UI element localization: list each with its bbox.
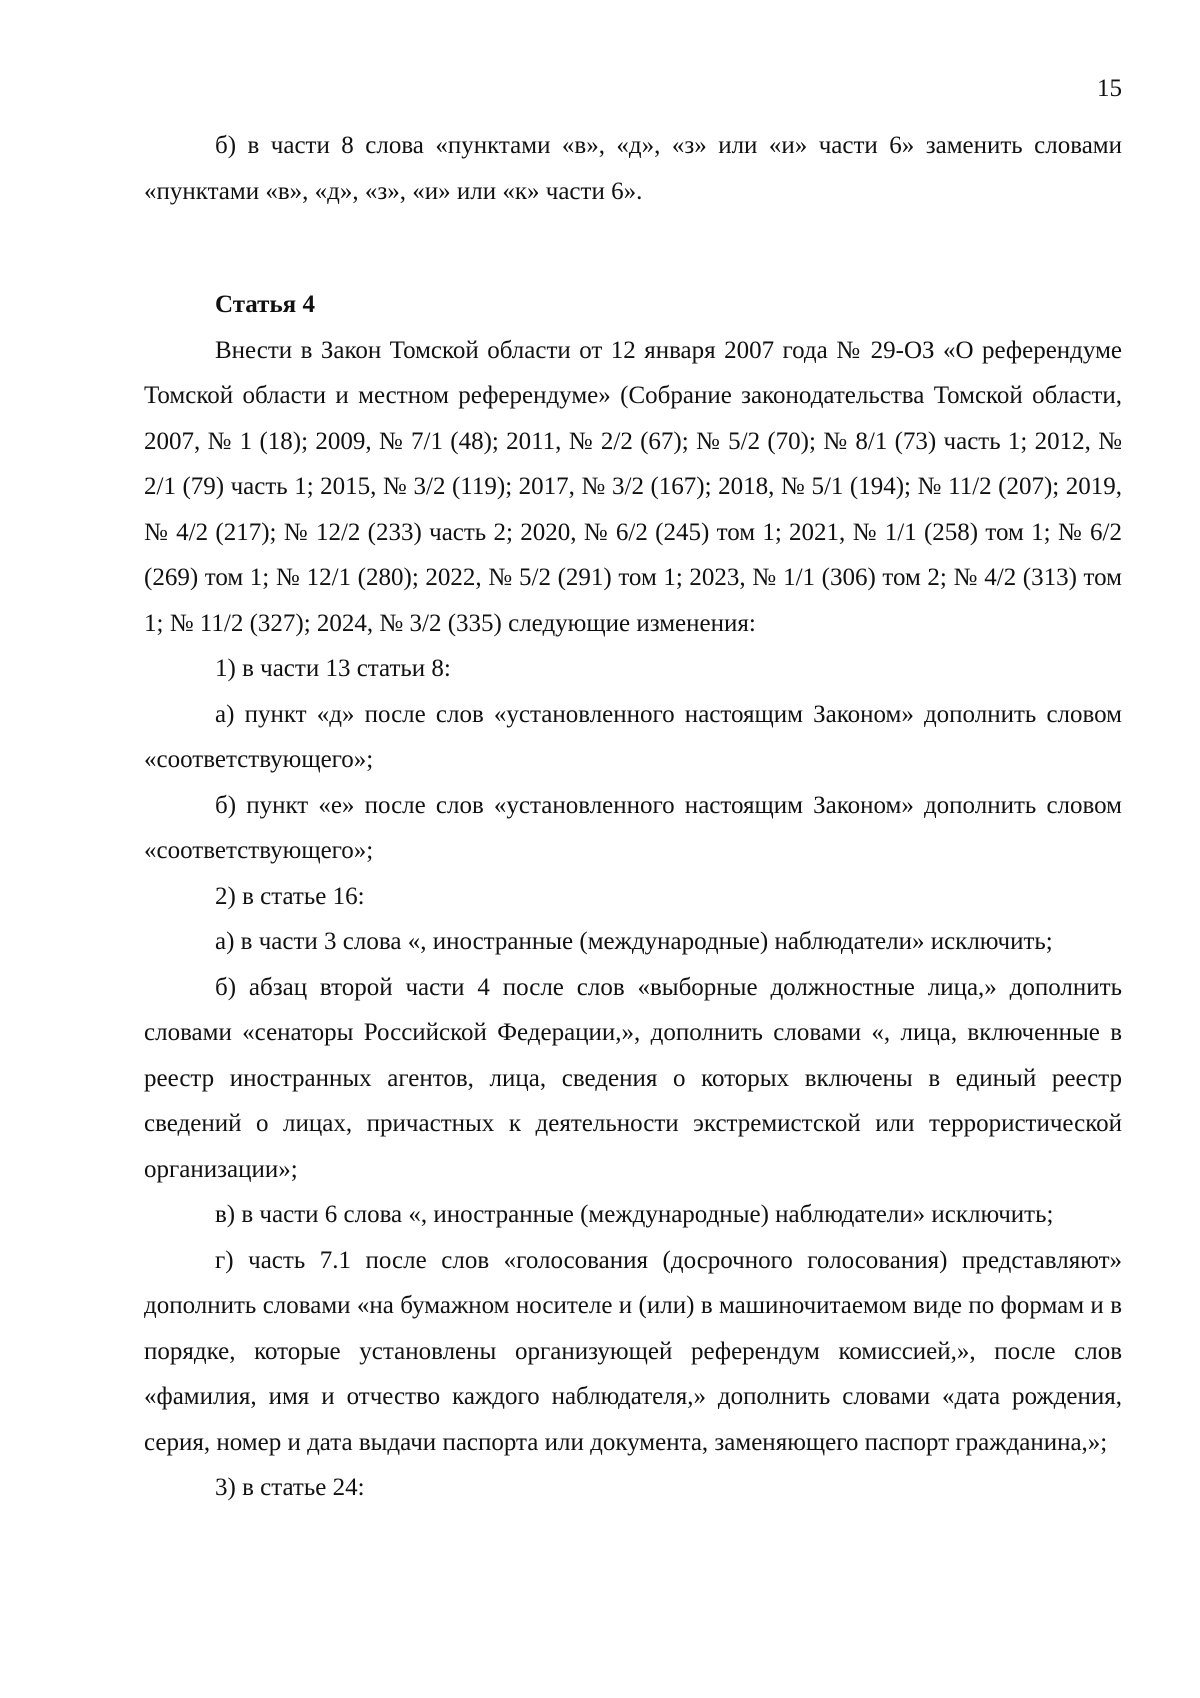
paragraph-9: в) в части 6 слова «, иностранные (международные) наблюдатели» исключить;: [215, 1201, 1054, 1228]
section-spacer: [144, 214, 1122, 282]
document-body: [144, 123, 1122, 1511]
paragraph-8: б) абзац второй части 4 после слов «выборные должностные лица,» дополнить словами «сенаторы Российской Федерации,», дополнить словами «, лица, включенные в реестр иностранных агентов, лица, сведения о которых включены в единый реестр сведений о лицах, причастных к деятельности экстремистской или террористической организации»;: [144, 973, 1122, 1183]
paragraph-10: г) часть 7.1 после слов «голосования (досрочного голосования) представляют» дополнить словами «на бумажном носителе и (или) в машиночитаемом виде по формам и в порядке, которые установлены организующей референдум комиссией,», после слов «фамилия, имя и отчество каждого наблюдателя,» дополнить словами «дата рождения, серия, номер и дата выдачи паспорта или документа, заменяющего паспорт гражданина,»;: [144, 1246, 1122, 1456]
paragraph-11: 3) в статье 24:: [215, 1474, 365, 1501]
article-heading: Статья 4: [215, 291, 315, 318]
paragraph-1: б) в части 8 слова «пунктами «в», «д», «з» или «и» части 6» заменить словами «пунктами «в», «д», «з», «и» или «к» части 6».: [144, 132, 1122, 205]
paragraph-3: 1) в части 13 статьи 8:: [215, 655, 451, 682]
page-number: 15: [1097, 75, 1122, 102]
paragraph-2: Внести в Закон Томской области от 12 января 2007 года № 29-ОЗ «О референдуме Томской области и местном референдуме» (Собрание законодательства Томской области, 2007, № 1 (18); 2009, № 7/1 (48); 2011, № 2/2 (67); № 5/2 (70); № 8/1 (73) часть 1; 2012, № 2/1 (79) часть 1; 2015, № 3/2 (119); 2017, № 3/2 (167); 2018, № 5/1 (194); № 11/2 (207); 2019, № 4/2 (217); № 12/2 (233) часть 2; 2020, № 6/2 (245) том 1; 2021, № 1/1 (258) том 1; № 6/2 (269) том 1; № 12/1 (280); 2022, № 5/2 (291) том 1; 2023, № 1/1 (306) том 2; № 4/2 (313) том 1; № 11/2 (327); 2024, № 3/2 (335) следующие изменения:: [144, 336, 1122, 637]
paragraph-7: а) в части 3 слова «, иностранные (международные) наблюдатели» исключить;: [215, 928, 1053, 955]
paragraph-6: 2) в статье 16:: [215, 882, 365, 910]
paragraph-5: б) пункт «е» после слов «установленного настоящим Законом» дополнить словом «соответствующего»;: [144, 791, 1122, 864]
paragraph-4: а) пункт «д» после слов «установленного настоящим Законом» дополнить словом «соответствующего»;: [144, 700, 1122, 773]
